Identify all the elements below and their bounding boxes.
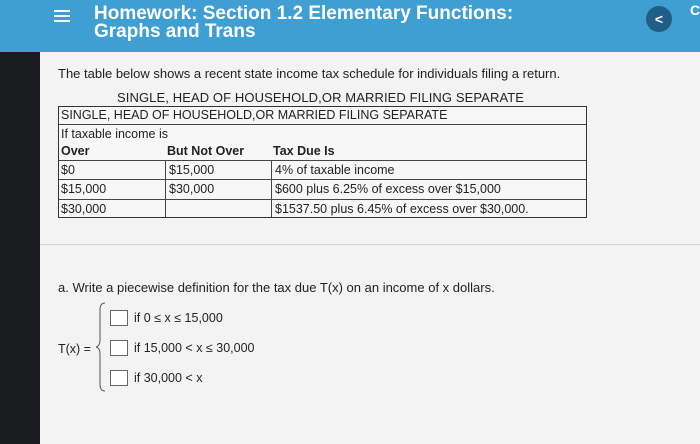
tax-table: [58, 106, 587, 218]
section-divider: [40, 244, 700, 245]
table-divider: [59, 179, 586, 180]
table-banner: SINGLE, HEAD OF HOUSEHOLD,OR MARRIED FILING SEPARATE: [61, 108, 448, 122]
menu-icon[interactable]: [54, 10, 70, 24]
col-header-over: Over: [61, 144, 90, 158]
col-header-but-not-over: But Not Over: [167, 144, 245, 158]
condition-1: if 0 ≤ x ≤ 15,000: [134, 311, 223, 325]
condition-2: if 15,000 < x ≤ 30,000: [134, 341, 255, 355]
page-title-line2: Graphs and Trans: [94, 21, 256, 42]
function-label: T(x) =: [58, 342, 91, 356]
table-cell: $30,000: [169, 182, 215, 196]
col-header-tax-due: Tax Due Is: [273, 144, 335, 158]
table-cell: $15,000: [61, 182, 107, 196]
table-cell: $600 plus 6.25% of excess over $15,000: [275, 182, 501, 196]
question-a: a. Write a piecewise definition for the tax due T(x) on an income of x dollars.: [58, 280, 495, 295]
back-button[interactable]: <: [646, 6, 672, 32]
table-cell: $1537.50 plus 6.45% of excess over $30,000.: [275, 202, 529, 216]
table-divider: [59, 160, 586, 161]
page-title-line1: Homework: Section 1.2 Elementary Functions:: [94, 3, 514, 24]
table-cell: $15,000: [169, 163, 215, 177]
table-caption: SINGLE, HEAD OF HOUSEHOLD,OR MARRIED FILING SEPARATE: [117, 90, 525, 105]
table-cell: $30,000: [61, 202, 107, 216]
table-divider: [271, 160, 272, 218]
table-cell: 4% of taxable income: [275, 163, 395, 177]
table-divider: [59, 124, 586, 125]
table-divider: [59, 199, 586, 200]
table-subheader: If taxable income is: [61, 127, 168, 141]
corner-text: C: [690, 2, 700, 18]
condition-3: if 30,000 < x: [134, 371, 203, 385]
answer-box-3[interactable]: [110, 370, 128, 386]
answer-box-1[interactable]: [110, 310, 128, 326]
header-bar: [0, 0, 700, 52]
answer-box-2[interactable]: [110, 340, 128, 356]
table-divider: [165, 160, 166, 218]
intro-text: The table below shows a recent state income tax schedule for individuals filing a return.: [58, 66, 561, 81]
brace-icon: [96, 302, 106, 392]
table-cell: $0: [61, 163, 75, 177]
